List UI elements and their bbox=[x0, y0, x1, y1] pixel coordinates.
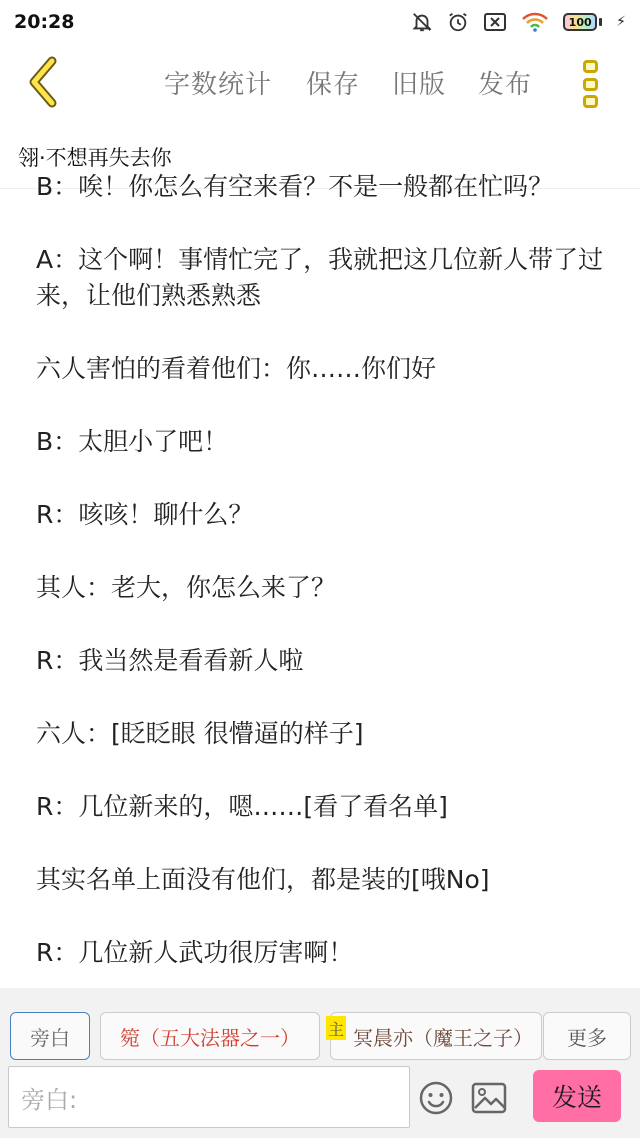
status-icons bbox=[411, 11, 626, 33]
wifi-icon bbox=[521, 11, 549, 33]
role-character-2-button[interactable]: 冥晨亦（魔王之子） bbox=[330, 1012, 542, 1060]
chevron-left-icon bbox=[26, 57, 60, 107]
status-bar bbox=[0, 0, 640, 44]
smiley-icon bbox=[418, 1080, 454, 1116]
document-title[interactable]: 翎·不想再失去你 bbox=[18, 146, 172, 170]
battery-level: 100 bbox=[563, 13, 597, 31]
story-lines bbox=[36, 169, 616, 1008]
back-button[interactable] bbox=[20, 54, 66, 110]
role-character-1-button[interactable]: 箢（五大法器之一） bbox=[100, 1012, 320, 1060]
image-icon bbox=[471, 1082, 507, 1114]
story-content[interactable] bbox=[0, 172, 640, 987]
sim-off-icon bbox=[483, 12, 507, 32]
charging-icon: ⚡ bbox=[616, 14, 626, 30]
story-line: B：唉！你怎么有空来看？不是一般都在忙吗？ bbox=[36, 172, 554, 201]
story-line: R：我当然是看看新人啦 bbox=[36, 646, 304, 675]
image-button[interactable] bbox=[469, 1078, 509, 1118]
story-line: R：几位新来的，嗯……[看了看名单] bbox=[36, 792, 448, 821]
story-line: A：这个啊！事情忙完了，我就把这几位新人带了过来，让他们熟悉熟悉 bbox=[36, 245, 604, 310]
story-line: 其人：老大，你怎么来了？ bbox=[36, 573, 337, 602]
mute-bell-icon bbox=[411, 11, 433, 33]
send-button[interactable]: 发送 bbox=[533, 1070, 621, 1122]
story-line: R：咳咳！聊什么？ bbox=[36, 500, 254, 529]
story-line: B：太胆小了吧！ bbox=[36, 427, 229, 456]
battery-icon bbox=[563, 13, 602, 31]
old-version-button[interactable]: 旧版 bbox=[392, 70, 447, 100]
story-line: 其实名单上面没有他们，都是装的[哦No] bbox=[36, 865, 490, 894]
story-line: 六人：[眨眨眼 很懵逼的样子] bbox=[36, 719, 364, 748]
emoji-button[interactable] bbox=[416, 1078, 456, 1118]
story-line: R：几位新人武功很厉害啊！ bbox=[36, 938, 354, 967]
save-button[interactable]: 保存 bbox=[306, 70, 361, 100]
composer-panel bbox=[0, 988, 640, 1138]
word-count-button[interactable]: 字数统计 bbox=[164, 70, 273, 100]
alarm-icon bbox=[447, 11, 469, 33]
more-vertical-icon[interactable] bbox=[576, 56, 604, 112]
story-line: 六人害怕的看着他们：你……你们好 bbox=[36, 354, 437, 383]
role-narrator-button[interactable]: 旁白 bbox=[10, 1012, 90, 1060]
message-input[interactable]: 旁白: bbox=[8, 1066, 410, 1128]
more-roles-button[interactable]: 更多 bbox=[543, 1012, 631, 1060]
owner-badge: 主 bbox=[326, 1016, 346, 1040]
editor-toolbar bbox=[0, 44, 640, 122]
publish-button[interactable]: 发布 bbox=[478, 70, 533, 100]
status-time: 20:28 bbox=[14, 11, 75, 33]
